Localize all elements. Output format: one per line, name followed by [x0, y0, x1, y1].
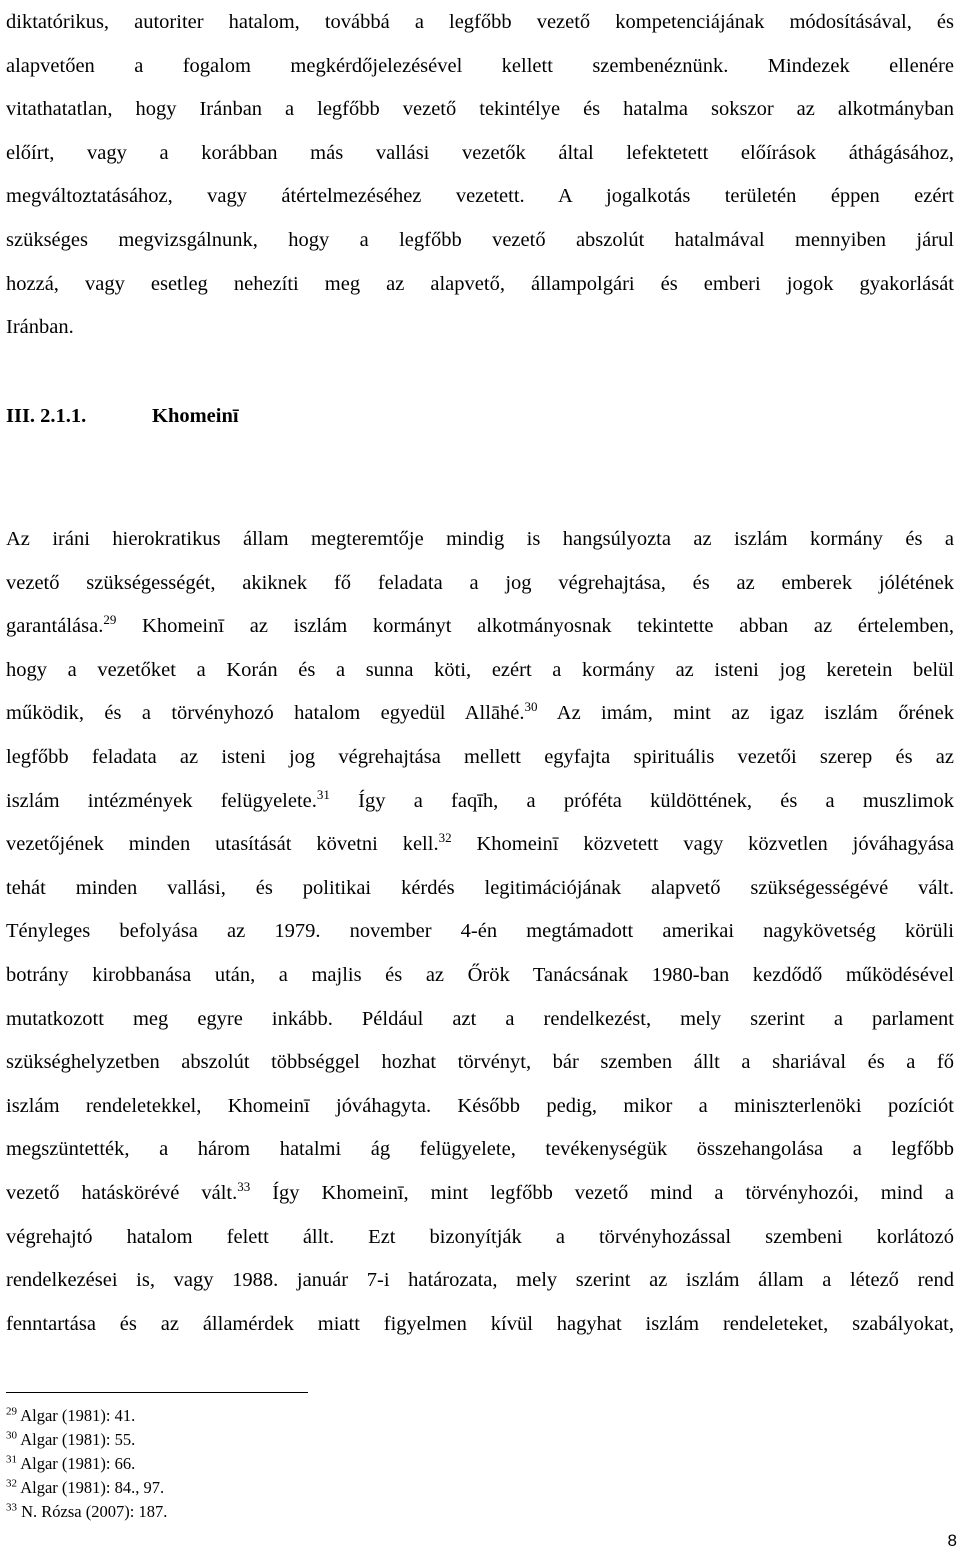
- text-span: vezető hatáskörévé vált.: [6, 1181, 238, 1204]
- text-line: Iránban.: [6, 316, 74, 339]
- text-line: [6, 605, 954, 649]
- text-line: [6, 780, 954, 824]
- footnote-number: 30: [6, 1429, 17, 1442]
- text-line: tehát minden vallási, és politikai kérdés legitimációjának alapvető szükségességévé vált.: [6, 876, 954, 899]
- text-line: megváltoztatásához, vagy átértelmezéséhez vezetett. A jogalkotás területén éppen ezért: [6, 185, 954, 208]
- footnote: [6, 1404, 167, 1428]
- text-line: vezető szükségességét, akiknek fő feladata a jog végrehajtása, és az emberek jólétének: [6, 571, 954, 594]
- section-number: III. 2.1.1.: [6, 405, 87, 427]
- text-line: diktatórikus, autoriter hatalom, továbbá a legfőbb vezető kompetenciájának módosításával, és: [6, 11, 954, 33]
- text-line: alapvetően a fogalom megkérdőjelezésével kellett szembenéznünk. Mindezek ellenére: [6, 54, 954, 77]
- text-line: rendelkezései is, vagy 1988. január 7-i határozata, mely szerint az iszlám állam a létező rend: [6, 1269, 954, 1292]
- footnote-number: 32: [6, 1477, 17, 1490]
- text-span: Így Khomeinī, mint legfőbb vezető mind a törvényhozói, mind a: [250, 1181, 954, 1204]
- text-line: legfőbb feladata az isteni jog végrehajtása mellett egyfajta spirituális vezetői szerep és az: [6, 745, 954, 768]
- text-span: iszlám intézmények felügyelete.: [6, 789, 317, 812]
- footnote-number: 33: [6, 1501, 17, 1514]
- text-line: mutatkozott meg egyre inkább. Például azt a rendelkezést, mely szerint a parlament: [6, 1007, 954, 1030]
- text-span: működik, és a törvényhozó hatalom egyedül Allāhé.: [6, 702, 525, 725]
- section-title: Khomeinī: [152, 405, 239, 427]
- text-span: garantálása.: [6, 615, 104, 638]
- text-span: vezetőjének minden utasítását követni kell.: [6, 833, 439, 856]
- footnote: [6, 1452, 167, 1476]
- text-span: Khomeinī közvetett vagy közvetlen jóváhagyása: [451, 833, 955, 856]
- footnote-ref-31[interactable]: 31: [316, 786, 330, 802]
- footnote-ref-30[interactable]: 30: [524, 699, 538, 715]
- section-heading: [6, 405, 239, 428]
- footnote-separator: [6, 1392, 308, 1393]
- text-line: szükséghelyzetben abszolút többséggel hozhat törvényt, bár szemben állt a shariával és a fő: [6, 1051, 954, 1074]
- text-line: vitathatatlan, hogy Iránban a legfőbb vezető tekintélye és hatalma sokszor az alkotmányban: [6, 98, 954, 121]
- text-line: [6, 823, 954, 867]
- text-line: Tényleges befolyása az 1979. november 4-én megtámadott amerikai nagykövetség körüli: [6, 920, 954, 943]
- text-span: Így a faqīh, a próféta küldöttének, és a muszlimok: [329, 789, 955, 812]
- text-line: előírt, vagy a korábban más vallási vezetők által lefektetett előírások áthágásához,: [6, 141, 954, 164]
- footnote-text: Algar (1981): 84., 97.: [17, 1478, 165, 1497]
- text-span: Az imám, mint az igaz iszlám őrének: [537, 702, 954, 725]
- footnote: [6, 1500, 167, 1524]
- text-line: [6, 692, 954, 736]
- text-line: fenntartása és az államérdek miatt figyelmen kívül hagyhat iszlám rendeleteket, szabályokat,: [6, 1312, 954, 1335]
- body-paragraph-2: [6, 518, 954, 1346]
- footnote: [6, 1428, 167, 1452]
- footnote-text: Algar (1981): 66.: [17, 1454, 136, 1473]
- text-line: hogy a vezetőket a Korán és a sunna köti, ezért a kormány az isteni jog keretein belül: [6, 658, 954, 681]
- page-number: 8: [947, 1531, 957, 1550]
- footnote-ref-32[interactable]: 32: [438, 830, 452, 846]
- text-line: szükséges megvizsgálnunk, hogy a legfőbb vezető abszolút hatalmával mennyiben járul: [6, 228, 954, 251]
- text-line: [6, 1172, 954, 1216]
- footnote-text: N. Rózsa (2007): 187.: [17, 1502, 168, 1521]
- footnote-ref-33[interactable]: 33: [237, 1179, 251, 1195]
- footnotes: [6, 1404, 167, 1524]
- footnote-number: 29: [6, 1405, 17, 1418]
- footnote: [6, 1476, 167, 1500]
- text-line: hozzá, vagy esetleg nehezíti meg az alapvető, állampolgári és emberi jogok gyakorlását: [6, 272, 954, 295]
- footnote-number: 31: [6, 1453, 17, 1466]
- text-span: Khomeinī az iszlám kormányt alkotmányosnak tekintette abban az értelemben,: [116, 615, 954, 638]
- text-line: iszlám rendeletekkel, Khomeinī jóváhagyta. Később pedig, mikor a miniszterlenöki pozíciót: [6, 1094, 954, 1117]
- footnote-text: Algar (1981): 55.: [17, 1430, 136, 1449]
- text-line: megszüntették, a három hatalmi ág felügyelete, tevékenységük összehangolása a legfőbb: [6, 1138, 954, 1161]
- footnote-ref-29[interactable]: 29: [103, 612, 117, 628]
- footnote-text: Algar (1981): 41.: [17, 1406, 136, 1425]
- text-line: botrány kirobbanása után, a majlis és az Őrök Tanácsának 1980-ban kezdődő működésével: [6, 963, 954, 986]
- body-paragraph-1: [6, 1, 954, 350]
- text-line: végrehajtó hatalom felett állt. Ezt bizonyítják a törvényhozással szembeni korlátozó: [6, 1225, 954, 1248]
- text-line: Az iráni hierokratikus állam megteremtője mindig is hangsúlyozta az iszlám kormány és a: [6, 528, 954, 550]
